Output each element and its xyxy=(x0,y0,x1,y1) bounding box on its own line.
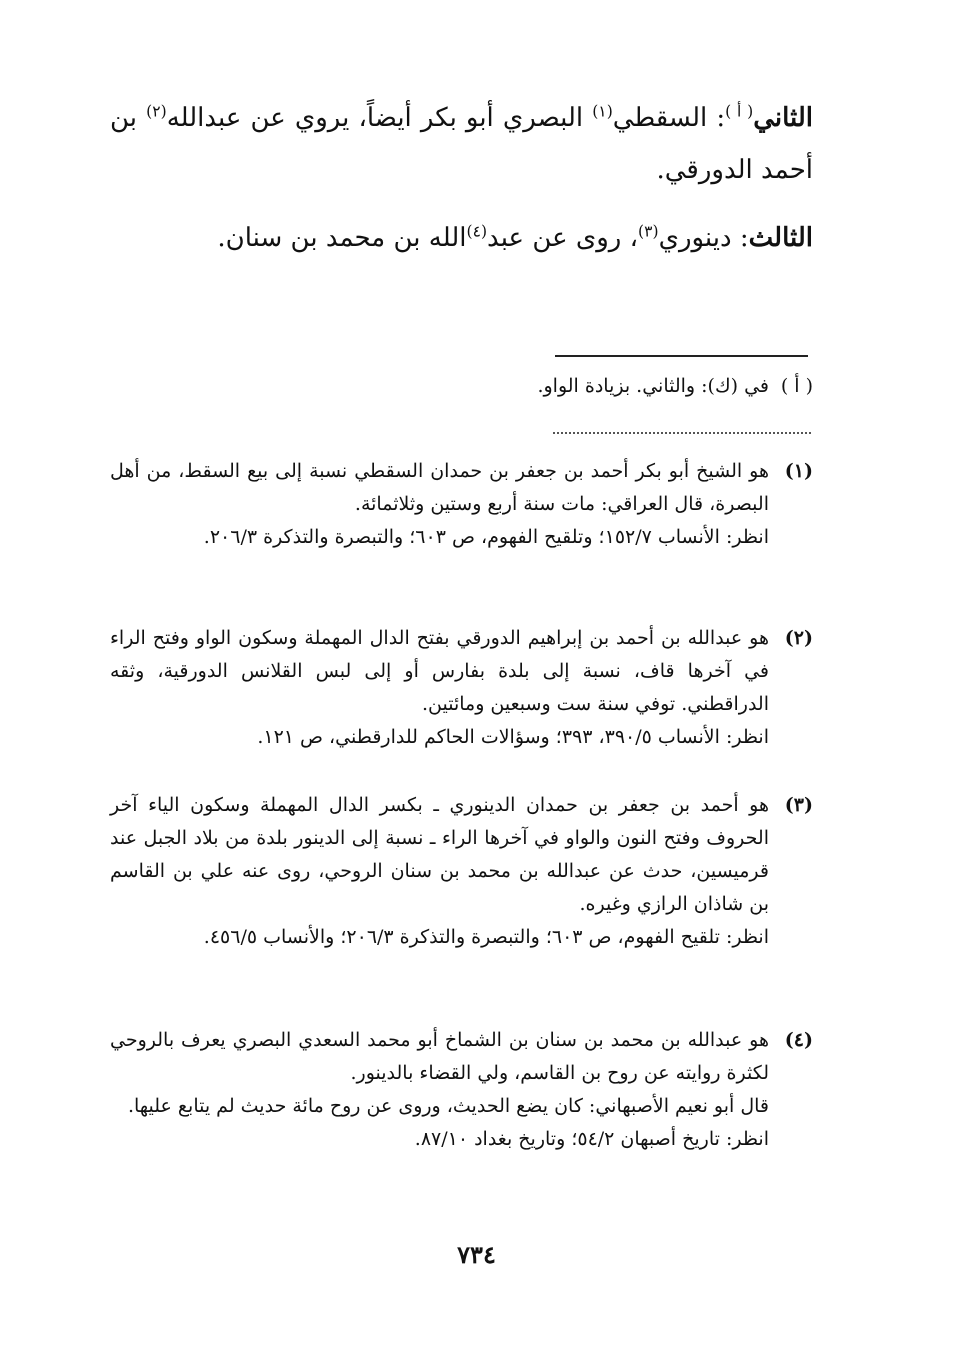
footnote-number: (١) xyxy=(784,460,813,482)
footnote-ref-1: (١) xyxy=(592,102,613,121)
footnote-number: (٣) xyxy=(784,794,813,816)
variant-marker: ( أ ) xyxy=(725,102,754,121)
footnote-separator xyxy=(555,355,808,357)
page-number: ٧٣٤ xyxy=(457,1240,496,1269)
entry-label: الثالث xyxy=(748,223,813,253)
footnote-continuation: قال أبو نعيم الأصبهاني: كان يضع الحديث، وروى عن روح مائة حديث لم يتابع عليها. xyxy=(127,1095,769,1117)
footnote-text: هو عبدالله بن محمد بن سنان بن الشماخ أبو محمد السعدي البصري يعرف بالروحي لكثرة روايته عن روح بن القاسم، ولي القضاء بالدينور. xyxy=(110,1029,769,1084)
dotted-separator xyxy=(553,432,811,434)
main-entry-third xyxy=(110,212,813,264)
footnote-1 xyxy=(110,455,813,554)
footnote-number: (٤) xyxy=(784,1029,813,1051)
entry-text: بن أحمد الدورقي. xyxy=(110,103,813,185)
footnote-ref-2: (٢) xyxy=(146,102,167,121)
footnote-ref-4: (٤) xyxy=(466,222,488,241)
footnote-reference: انظر: تلقيح الفهوم، ص ٦٠٣؛ والتبصرة والتذكرة ٢٠٦/٣؛ والأنساب ٤٥٦/٥. xyxy=(203,926,769,948)
variant-note xyxy=(110,370,813,403)
footnote-text: هو أحمد بن جعفر بن حمدان الدينوري ـ بكسر الدال المهملة وسكون الياء آخر الحروف وفتح النون والواو في آخرها الراء ـ نسبة إلى الدينور بلدة من بلاد الجبل عند قرميسين، حدث عن عبدالله بن محمد بن سنان الروحي، روى عنه علي بن القاسم بن شاذان الرازي وغيره. xyxy=(110,794,769,915)
footnote-number: (٢) xyxy=(784,627,813,649)
variant-note-marker: ( أ ) xyxy=(780,375,813,397)
main-entry-second xyxy=(110,92,813,196)
footnote-reference: انظر: الأنساب ١٥٢/٧؛ وتلقيح الفهوم، ص ٦٠٣؛ والتبصرة والتذكرة ٢٠٦/٣. xyxy=(203,526,769,548)
variant-note-text: في (ك): والثاني. بزيادة الواو. xyxy=(537,375,769,397)
footnote-text: هو عبدالله بن أحمد بن إبراهيم الدورقي بفتح الدال المهملة وسكون الواو وفتح الراء في آخرها قاف، نسبة إلى بلدة بفارس أو إلى لبس القلانس الدورقية، وثقه الدراقطني. توفي سنة ست وسبعين ومائتين. xyxy=(110,627,769,715)
entry-text: ، روى عن عبد xyxy=(487,223,639,253)
entry-text: : السقطي xyxy=(612,103,726,133)
footnote-reference: انظر: الأنساب ٣٩٠/٥، ٣٩٣؛ وسؤالات الحاكم للدارقطني، ص ١٢١. xyxy=(257,726,769,748)
footnote-ref-3: (٣) xyxy=(638,222,659,241)
entry-text: البصري أبو بكر أيضاً، يروي عن عبدالله xyxy=(166,103,593,133)
footnote-reference: انظر: تاريخ أصبهان ٥٤/٢؛ وتاريخ بغداد ٨٧/١٠. xyxy=(414,1128,769,1150)
footnote-text: هو الشيخ أبو بكر أحمد بن جعفر بن حمدان السقطي نسبة إلى بيع السقط، من أهل البصرة، قال العراقي: مات سنة أربع وستين وثلاثمائة. xyxy=(110,460,769,515)
entry-text: : دينوري xyxy=(658,223,749,253)
footnote-3 xyxy=(110,789,813,954)
entry-label: الثاني xyxy=(753,103,814,133)
entry-text: الله بن محمد بن سنان. xyxy=(217,223,467,253)
footnote-4 xyxy=(110,1024,813,1156)
footnote-2 xyxy=(110,622,813,754)
